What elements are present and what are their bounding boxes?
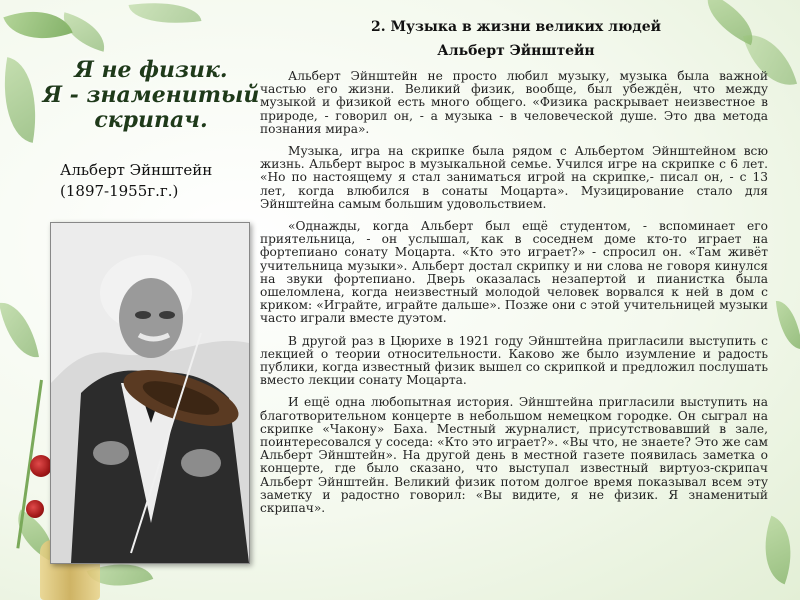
paragraph: Альберт Эйнштейн не просто любил музыку, музыка была важной частью его жизни. Великий физик, вообще, был убеждён, что между музыкой и физикой есть много общего. «Физика раскрывает неизвестное в природе, - говорил он, - а музыка - в человеческой душе. Это два метода познания мира». bbox=[260, 69, 768, 136]
person-title: Альберт Эйнштейн bbox=[437, 43, 595, 59]
paragraph: В другой раз в Цюрихе в 1921 году Эйнштейна пригласили выступить с лекцией о теории относительности. Каково же было изумление и радость публики, когда известный физик вышел со скрипкой и предложил послушать вместо лекции сонату Моцарта. bbox=[260, 333, 768, 388]
section-title: 2. Музыка в жизни великих людей bbox=[371, 19, 661, 35]
right-panel bbox=[260, 0, 772, 600]
quote-headline: Я не физик. Я - знаменитый скрипач. bbox=[42, 57, 260, 133]
portrait-caption: Альберт Эйнштейн (1897-1955г.г.) bbox=[60, 161, 213, 200]
einstein-violin-photo bbox=[50, 222, 250, 564]
paragraph: Музыка, игра на скрипке была рядом с Альбертом Эйнштейном всю жизнь. Альберт вырос в музыкальной семье. Учился игре на скрипке с 6 лет. «Но по настоящему я стал заниматься игрой на скрипке,- писал он, - с 13 лет, когда влюбился в сонаты Моцарта». Музицирование стало для Эйнштейна самым большим удовольствием. bbox=[260, 144, 768, 211]
paragraph: «Однажды, когда Альберт был ещё студентом, - вспоминает его приятельница, - он услышал, как в соседнем доме кто-то играет на фортепиано сонату Моцарта. «Кто это играет?» - спросил он. «Там живёт учительница музыки». Альберт достал скрипку и ни слова не говоря кинулся на звуки фортепиано. Дверь оказалась незапертой и пианистка была ошеломлена, когда неизвестный молодой человек ворвался к ней в дом с криком: «Играйте, играйте дальше». Позже они с этой учительницей музыки часто играли вместе дуэтом. bbox=[260, 219, 768, 326]
paragraph: И ещё одна любопытная история. Эйнштейна пригласили выступить на благотворительном концерте в небольшом немецком городке. Он сыграл на скрипке «Чакону» Баха. Местный журналист, присутствовавший в зале, поинтересовался у соседа: «Кто это играет?». «Вы что, не знаете? Это же сам Альберт Эйнштейн». На другой день в местной газете появилась заметка о концерте, где было сказано, что выступал известный виртуоз-скрипач Альберт Эйнштейн. Великий физик потом долгое время показывал всем эту заметку и радостно говорил: «Вы видите, я не физик. Я знаменитый скрипач». bbox=[260, 395, 768, 516]
decorative-leaf bbox=[776, 299, 800, 351]
left-panel bbox=[0, 0, 262, 600]
body-text bbox=[260, 70, 768, 524]
